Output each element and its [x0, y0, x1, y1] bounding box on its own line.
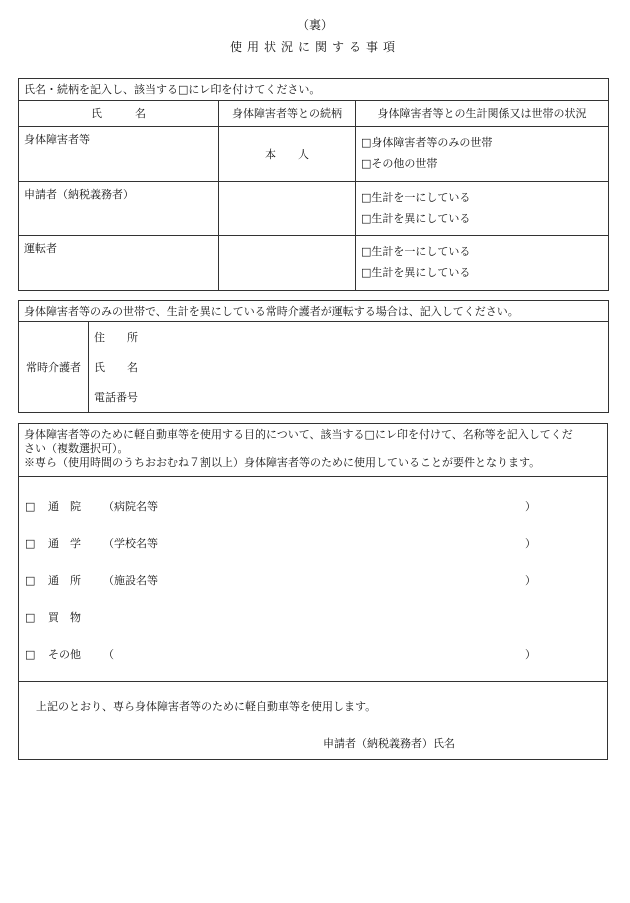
- option-other-household[interactable]: □その他の世帯: [361, 157, 438, 170]
- purpose-close-hospital: ）: [525, 500, 536, 513]
- caregiver-section: [18, 300, 608, 412]
- list-item: [19, 500, 607, 514]
- row-relation-driver[interactable]: [219, 236, 356, 291]
- list-item: [19, 611, 607, 625]
- signature-label: 申請者（納税義務者）氏名: [323, 737, 455, 750]
- purpose-checkbox-hospital[interactable]: □: [25, 500, 36, 513]
- table-row: [19, 236, 609, 291]
- purpose-checkbox-school[interactable]: □: [25, 537, 36, 550]
- persons-instruction: 氏名・続柄を記入し、該当する□にレ印を付けてください。: [19, 79, 609, 101]
- column-header-name: 氏 名: [19, 101, 219, 127]
- caregiver-label: 常時介護者: [19, 322, 89, 413]
- persons-table: [18, 78, 609, 291]
- purpose-checkbox-other[interactable]: □: [25, 648, 36, 661]
- caregiver-instruction: 身体障害者等のみの世帯で、生計を異にしている常時介護者が運転する場合は、記入してください。: [19, 301, 609, 322]
- purpose-close-facility: ）: [525, 574, 536, 587]
- purpose-detail-other[interactable]: （: [103, 648, 114, 661]
- option-driver-separate-household[interactable]: □生計を異にしている: [361, 266, 471, 279]
- caregiver-name-label: 氏 名: [94, 361, 138, 374]
- column-header-household: 身体障害者等との生計関係又は世帯の状況: [356, 101, 609, 127]
- purpose-close-school: ）: [525, 537, 536, 550]
- page-title: 使用状況に関する事項: [229, 40, 400, 54]
- row-name-driver: 運転者: [19, 236, 219, 291]
- caregiver-phone-label: 電話番号: [94, 391, 138, 404]
- purpose-label-other: その他: [48, 648, 81, 661]
- purpose-checkbox-shopping[interactable]: □: [25, 611, 36, 624]
- purpose-checkbox-facility[interactable]: □: [25, 574, 36, 587]
- purpose-section: [18, 423, 608, 760]
- caregiver-address-label: 住 所: [94, 331, 138, 344]
- purpose-label-hospital: 通 院: [48, 500, 81, 513]
- table-row: [19, 182, 609, 236]
- purpose-label-shopping: 買 物: [48, 611, 81, 624]
- purpose-detail-school[interactable]: （学校名等: [103, 537, 158, 550]
- option-applicant-same-household[interactable]: □生計を一にしている: [361, 191, 471, 204]
- persons-section: [18, 78, 608, 290]
- purpose-close-other: ）: [525, 648, 536, 661]
- declaration-text: 上記のとおり、専ら身体障害者等のために軽自動車等を使用します。: [36, 700, 377, 713]
- option-driver-same-household[interactable]: □生計を一にしている: [361, 245, 471, 258]
- purpose-detail-hospital[interactable]: （病院名等: [103, 500, 158, 513]
- purpose-note: ※専ら（使用時間のうちおおむね７割以上）身体障害者等のために使用していることが要件となります。: [24, 456, 541, 469]
- row-name-applicant: 申請者（納税義務者）: [19, 182, 219, 236]
- row-relation-disabled-person: 本 人: [219, 127, 356, 182]
- purpose-detail-facility[interactable]: （施設名等: [103, 574, 158, 587]
- list-item: [19, 648, 607, 662]
- row-name-disabled-person: 身体障害者等: [19, 127, 219, 182]
- option-disabled-only-household[interactable]: □身体障害者等のみの世帯: [361, 136, 493, 149]
- option-applicant-separate-household[interactable]: □生計を異にしている: [361, 212, 471, 225]
- side-label: （裏）: [296, 18, 333, 32]
- list-item: [19, 574, 607, 588]
- purpose-label-school: 通 学: [48, 537, 81, 550]
- purpose-instruction-line2: さい（複数選択可）。: [24, 442, 129, 455]
- purpose-label-facility: 通 所: [48, 574, 81, 587]
- column-header-relation: 身体障害者等との続柄: [219, 101, 356, 127]
- purpose-instruction-line1: 身体障害者等のために軽自動車等を使用する目的について、該当する□にレ印を付けて、名称等を記入してくだ: [24, 428, 573, 441]
- row-relation-applicant[interactable]: [219, 182, 356, 236]
- table-row: [19, 127, 609, 182]
- list-item: [19, 537, 607, 551]
- purpose-list: [19, 477, 607, 682]
- caregiver-table: [18, 300, 609, 413]
